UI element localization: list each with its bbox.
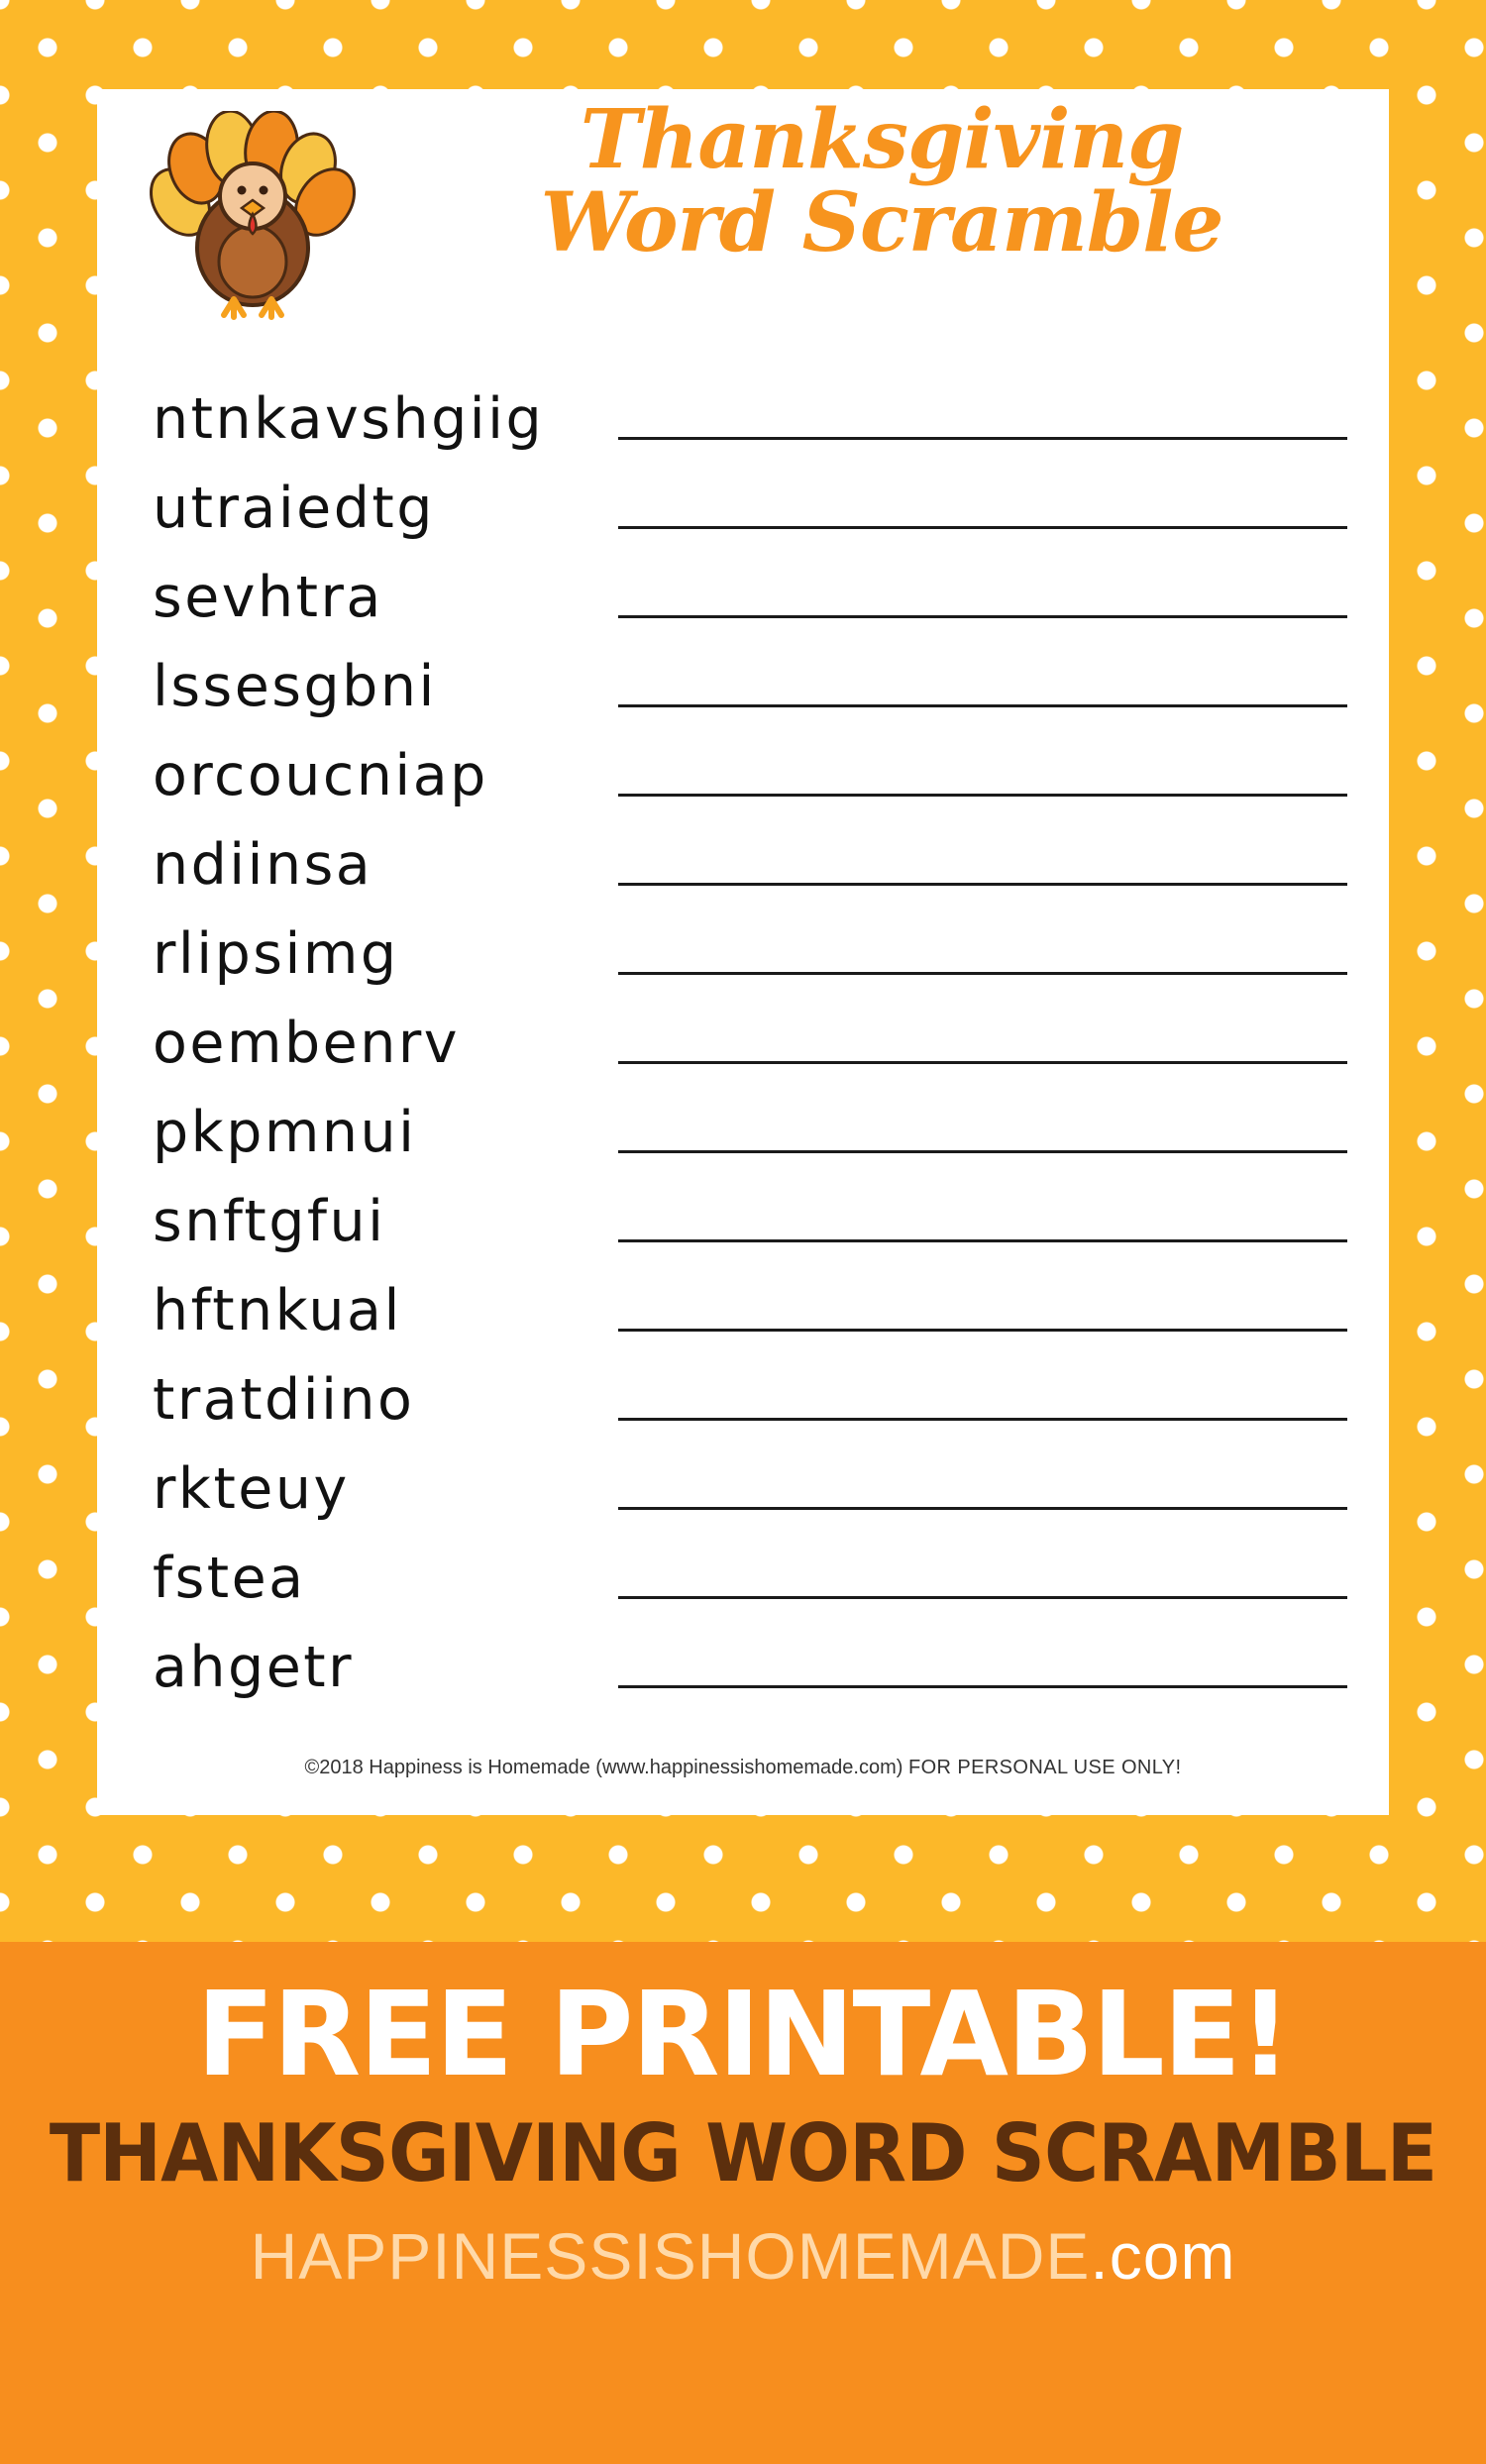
banner-url-main: HAPPINESSISHOMEMADE: [250, 2219, 1091, 2293]
answer-blank[interactable]: [618, 1117, 1347, 1153]
answer-blank[interactable]: [618, 1562, 1347, 1599]
word-row: [153, 1161, 1347, 1254]
banner-url-tld: .com: [1090, 2219, 1236, 2293]
word-row: [153, 983, 1347, 1076]
answer-blank[interactable]: [618, 1384, 1347, 1421]
word-row: [153, 1518, 1347, 1611]
word-row: [153, 537, 1347, 630]
answer-blank[interactable]: [618, 938, 1347, 975]
copyright-text: ©2018 Happiness is Homemade (www.happinessishomemade.com): [304, 1757, 903, 1778]
answer-blank[interactable]: [618, 671, 1347, 707]
banner-url[interactable]: [0, 2219, 1486, 2293]
answer-blank[interactable]: [618, 582, 1347, 618]
scrambled-word: pkpmnui: [153, 1100, 417, 1165]
scrambled-word: lssesgbni: [153, 654, 437, 719]
answer-blank[interactable]: [618, 849, 1347, 886]
scrambled-word: ndiinsa: [153, 832, 373, 898]
word-row: [153, 1339, 1347, 1433]
worksheet-header: [97, 89, 1389, 359]
scrambled-word: utraiedtg: [153, 476, 435, 541]
page-title: [394, 92, 1369, 270]
scrambled-word: hftnkual: [153, 1278, 402, 1343]
answer-blank[interactable]: [618, 1027, 1347, 1064]
word-row: [153, 626, 1347, 719]
answer-blank[interactable]: [618, 760, 1347, 797]
scrambled-word: sevhtra: [153, 565, 383, 630]
scrambled-word: ahgetr: [153, 1635, 355, 1700]
word-row: [153, 715, 1347, 808]
answer-blank[interactable]: [618, 403, 1347, 440]
word-row: [153, 448, 1347, 541]
word-row: [153, 1072, 1347, 1165]
scrambled-word: fstea: [153, 1546, 306, 1611]
banner-subhead: THANKSGIVING WORD SCRAMBLE: [49, 2107, 1437, 2199]
word-row: [153, 804, 1347, 898]
word-row: [153, 1429, 1347, 1522]
scrambled-word: ntnkavshgiig: [153, 386, 545, 452]
scrambled-word: orcoucniap: [153, 743, 488, 808]
word-list: [97, 359, 1389, 1700]
answer-blank[interactable]: [618, 1473, 1347, 1510]
answer-blank[interactable]: [618, 1206, 1347, 1242]
scrambled-word: rlipsimg: [153, 921, 399, 987]
answer-blank[interactable]: [618, 1652, 1347, 1688]
word-row: [153, 894, 1347, 987]
turkey-icon: [139, 111, 367, 339]
worksheet-sheet: [97, 89, 1389, 1815]
scrambled-word: snftgfui: [153, 1189, 386, 1254]
title-line-2: Word Scramble: [540, 174, 1223, 270]
answer-blank[interactable]: [618, 1295, 1347, 1332]
word-row: [153, 1250, 1347, 1343]
word-row: [153, 359, 1347, 452]
personal-use-text: FOR PERSONAL USE ONLY!: [907, 1757, 1182, 1778]
word-row: [153, 1607, 1347, 1700]
promo-banner: [0, 1942, 1486, 2464]
banner-headline: FREE PRINTABLE!: [196, 1966, 1290, 2102]
answer-blank[interactable]: [618, 492, 1347, 529]
copyright-notice: [97, 1757, 1389, 1779]
title-line-1: Thanksgiving: [580, 92, 1184, 187]
scrambled-word: rkteuy: [153, 1456, 350, 1522]
scrambled-word: oembenrv: [153, 1011, 461, 1076]
scrambled-word: tratdiino: [153, 1367, 415, 1433]
